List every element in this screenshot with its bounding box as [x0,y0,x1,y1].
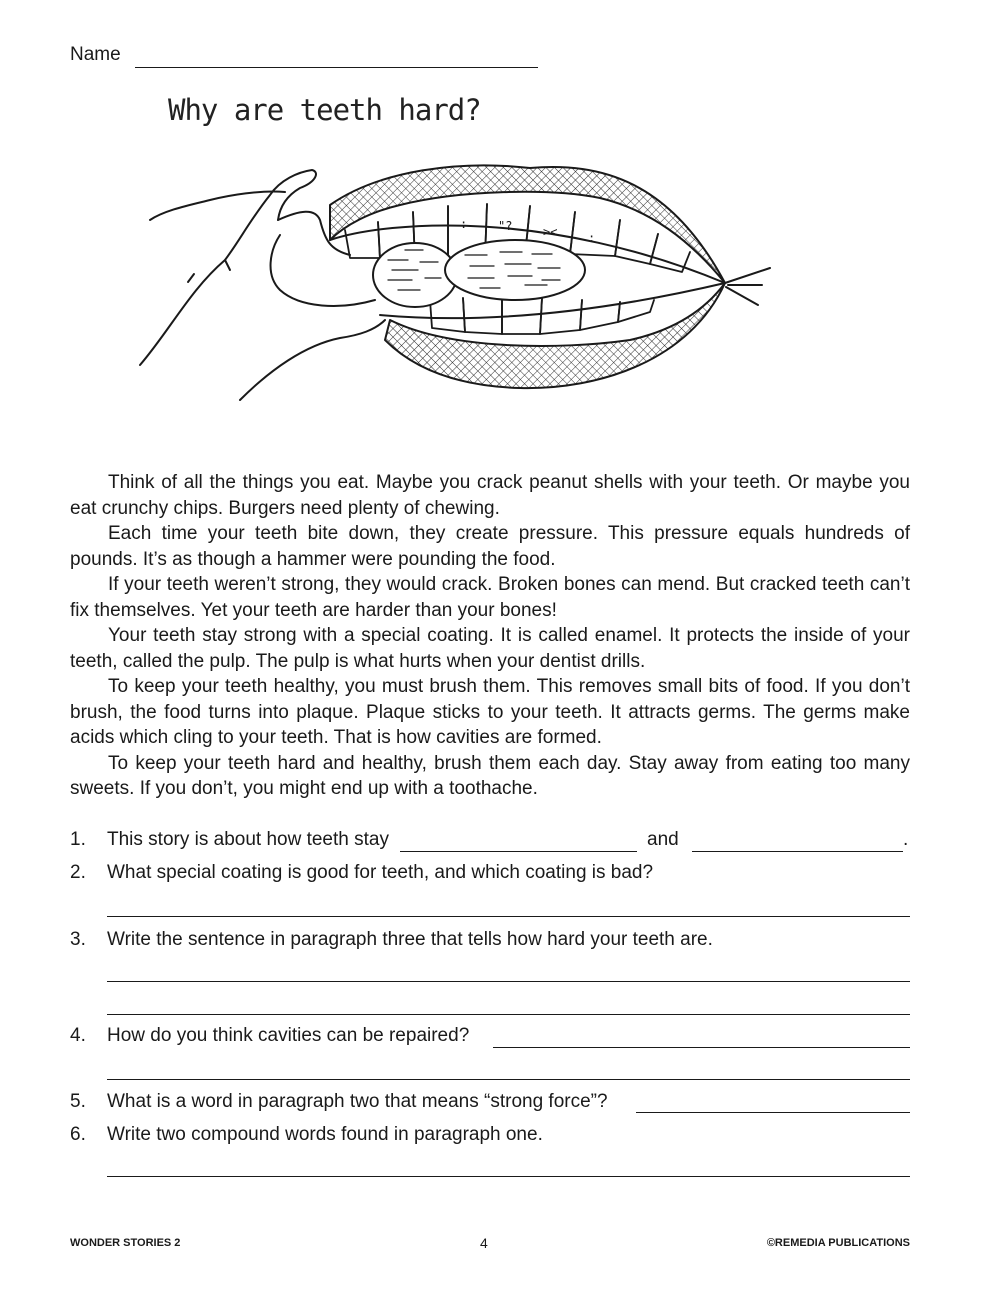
question-number: 6. [70,1124,86,1145]
question-4 [70,1025,469,1047]
question-number: 4. [70,1025,86,1046]
question-text: What special coating is good for teeth, and which coating is bad? [107,862,654,883]
question-6 [70,1124,543,1146]
page-title: Why are teeth hard? [168,93,481,127]
question-2 [70,862,653,884]
answer-line-1b[interactable] [692,851,903,852]
sentence-period: . [903,829,909,850]
name-answer-line[interactable] [135,67,538,68]
mouth-biting-peanut-illustration [130,150,780,420]
question-text: Write two compound words found in paragraph one. [107,1124,543,1145]
story-paragraph-4: Your teeth stay strong with a special coating. It is called enamel. It protects the inside of your teeth, called the pulp. The pulp is what hurts when your dentist drills. [70,625,910,672]
svg-text:"?: "? [498,219,513,233]
question-number: 3. [70,929,86,950]
footer-publisher: ©REMEDIA PUBLICATIONS [766,1237,910,1249]
question-number: 2. [70,862,86,883]
question-number: 1. [70,829,86,850]
question-text: What is a word in paragraph two that means “strong force”? [107,1091,608,1112]
story-text [70,470,910,802]
question-text: Write the sentence in paragraph three that tells how hard your teeth are. [107,929,713,950]
question-5 [70,1091,608,1113]
story-paragraph-3: If your teeth weren’t strong, they would crack. Broken bones can mend. But cracked teeth can’t fix themselves. Yet your teeth are harder than your bones! [70,574,910,621]
question-number: 5. [70,1091,86,1112]
footer-series-title: WONDER STORIES 2 [70,1237,181,1249]
story-paragraph-2: Each time your teeth bite down, they create pressure. This pressure equals hundreds of pounds. It’s as though a hammer were pounding the food. [70,523,910,570]
svg-text::: : [460,217,468,231]
question-1 [70,829,389,851]
answer-line-3a[interactable] [107,981,910,982]
and-word: and [647,829,679,850]
story-paragraph-6: To keep your teeth hard and healthy, brush them each day. Stay away from eating too many sweets. If you don’t, you might end up with a toothache. [70,752,910,799]
svg-text:><: >< [543,225,558,239]
answer-line-4b[interactable] [107,1079,910,1080]
question-3 [70,929,713,951]
svg-text::: : [588,231,596,245]
answer-line-4a[interactable] [493,1047,910,1048]
question-text: How do you think cavities can be repaired? [107,1025,470,1046]
name-label: Name [70,44,121,65]
story-paragraph-1: Think of all the things you eat. Maybe you crack peanut shells with your teeth. Or maybe you eat crunchy chips. Burgers need plenty of chewing. [70,472,910,519]
answer-line-5[interactable] [636,1112,910,1113]
question-text: This story is about how teeth stay [107,829,389,850]
answer-line-6[interactable] [107,1176,910,1177]
answer-line-1a[interactable] [400,851,637,852]
answer-line-3b[interactable] [107,1014,910,1015]
story-paragraph-5: To keep your teeth healthy, you must brush them. This removes small bits of food. If you don’t brush, the food turns into plaque. Plaque sticks to your teeth. It attracts germs. The germs make acids which cling to your teeth. That is how cavities are formed. [70,676,910,748]
answer-line-2[interactable] [107,916,910,917]
page-number: 4 [480,1235,488,1251]
